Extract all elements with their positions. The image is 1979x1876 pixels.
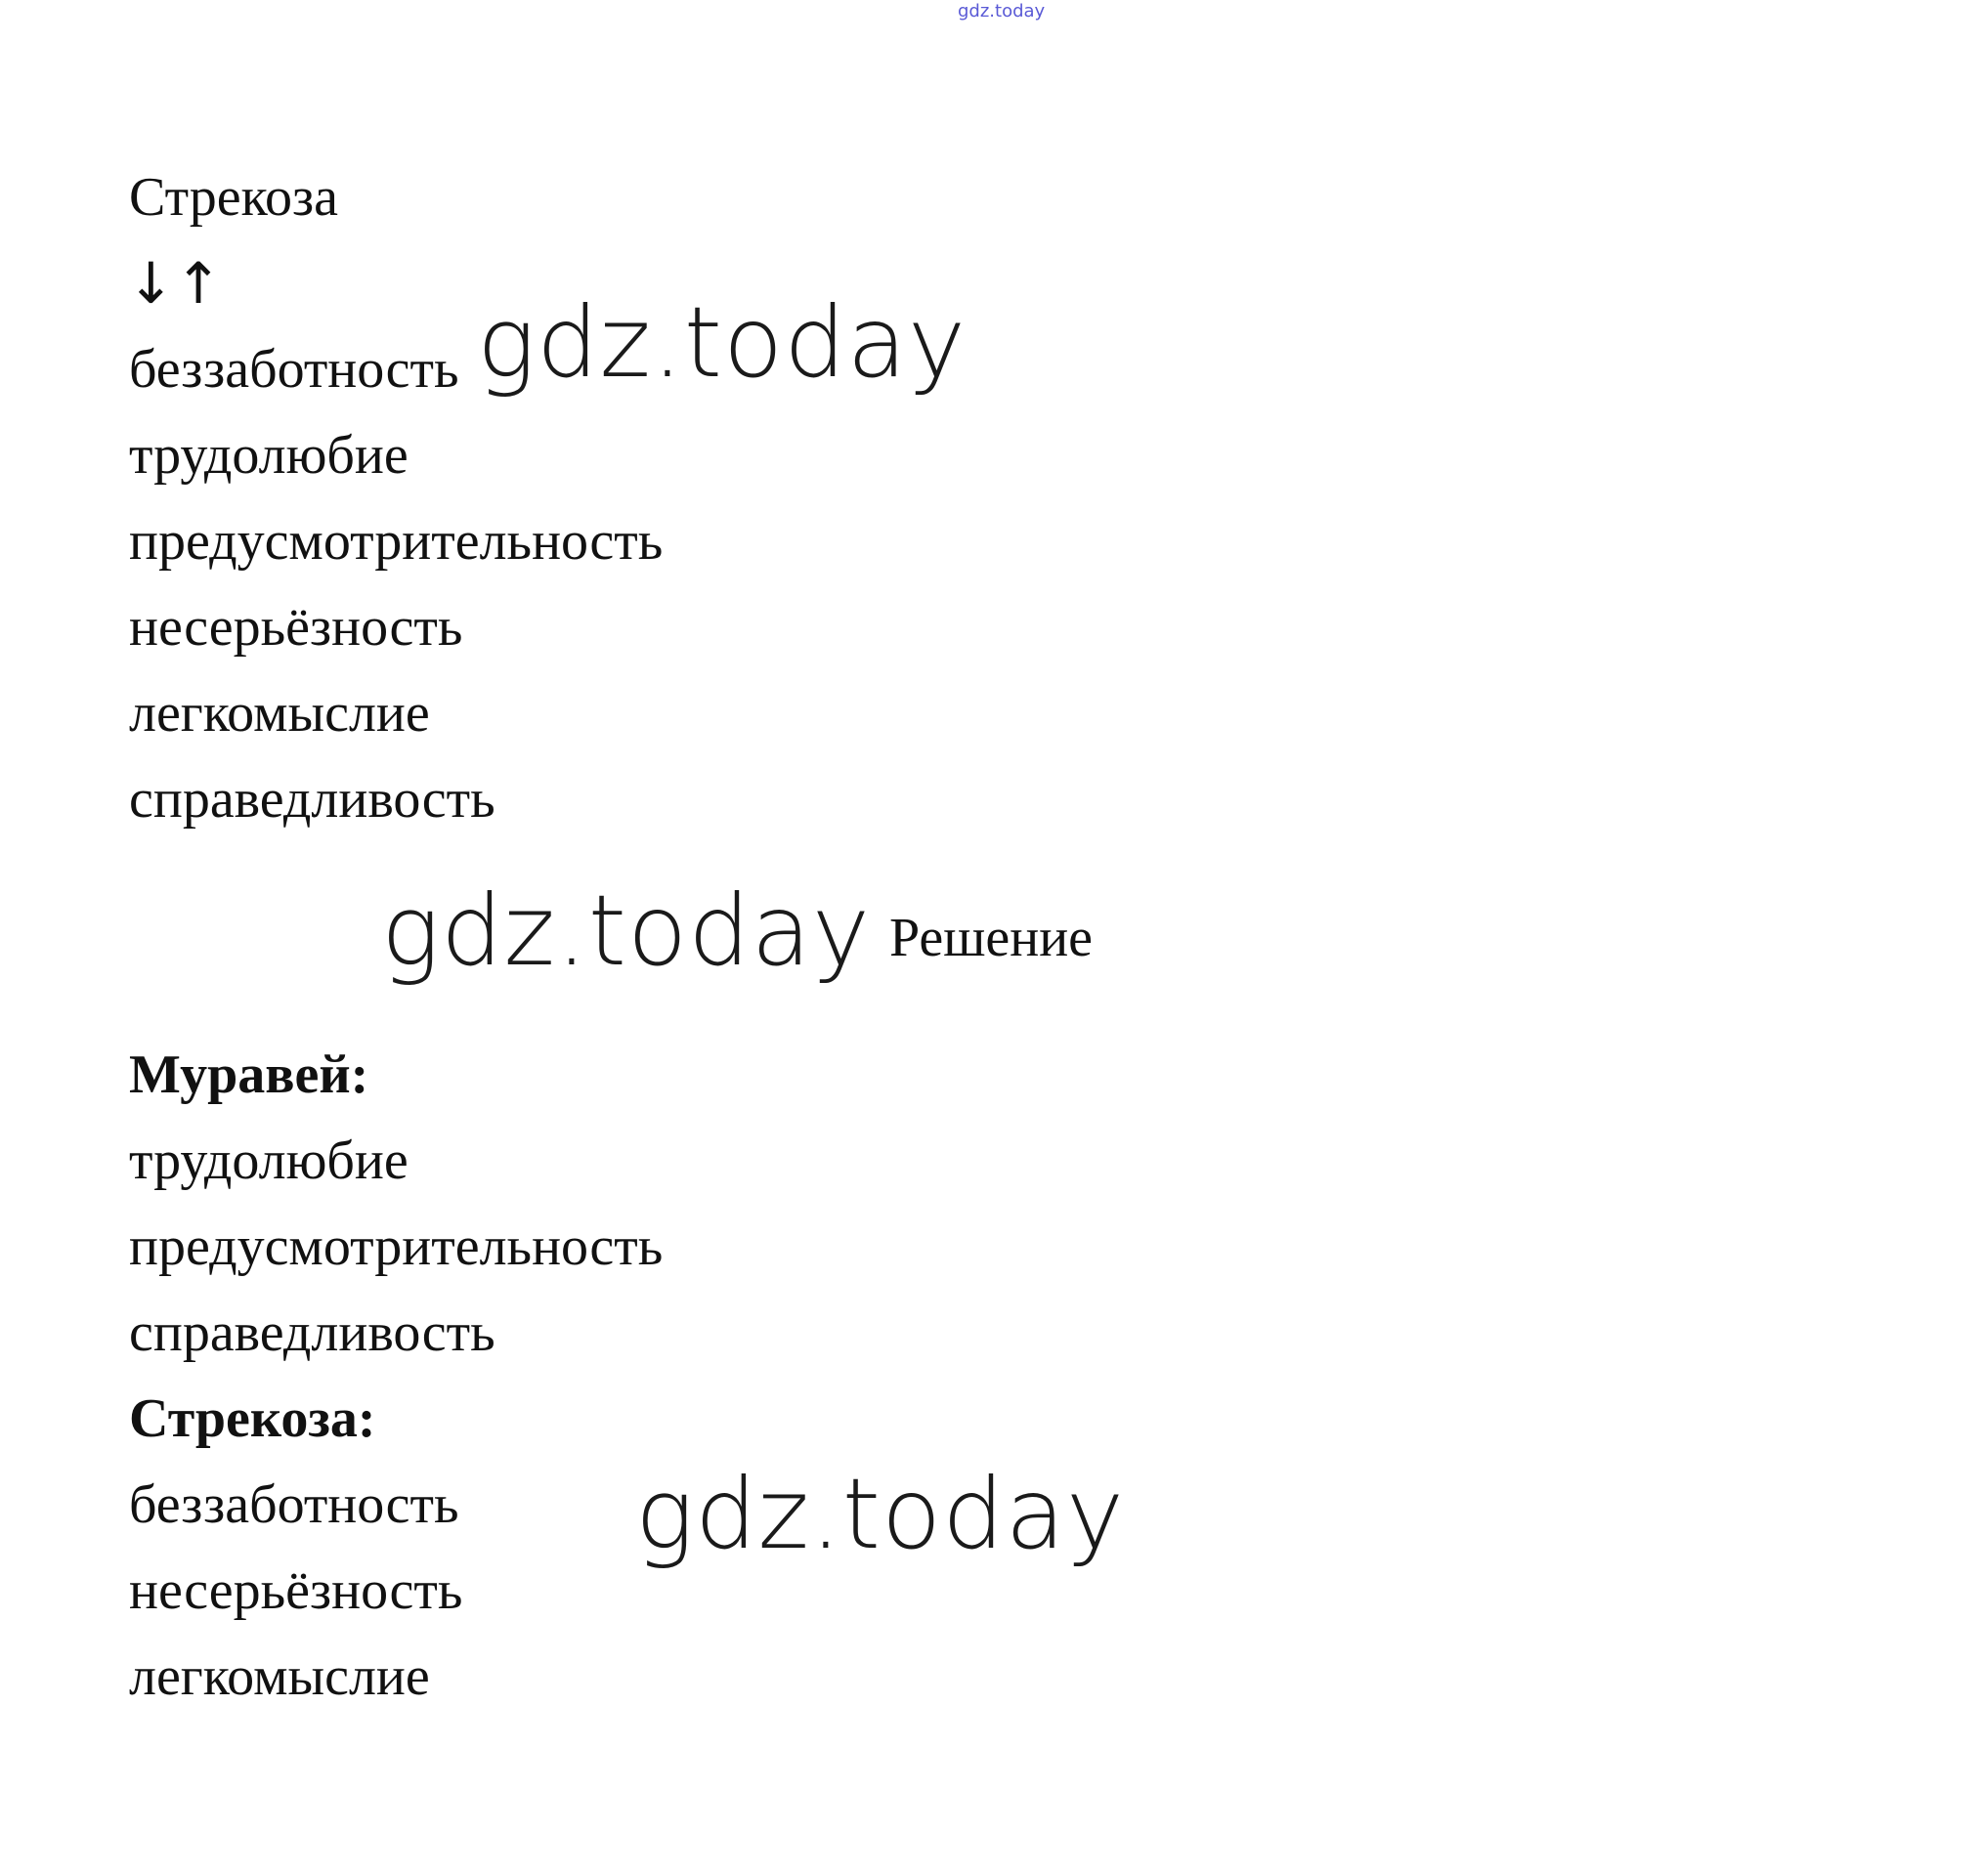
solution-label: Решение xyxy=(889,908,1094,968)
question-item: трудолюбие xyxy=(129,425,409,486)
question-item: несерьёзность xyxy=(129,597,463,658)
dragonfly-item: легкомыслие xyxy=(129,1646,430,1707)
watermark: gdz.today xyxy=(477,285,968,400)
ant-item: предусмотрительность xyxy=(129,1216,664,1277)
question-item: легкомыслие xyxy=(129,683,430,744)
question-title: Стрекоза xyxy=(129,167,338,228)
ant-item: трудолюбие xyxy=(129,1130,409,1191)
question-item: справедливость xyxy=(129,769,495,830)
watermark: gdz.today xyxy=(635,1457,1126,1571)
ant-heading: Муравей: xyxy=(129,1045,369,1105)
ant-item: справедливость xyxy=(129,1302,495,1363)
dragonfly-item: несерьёзность xyxy=(129,1560,463,1621)
dragonfly-heading: Стрекоза: xyxy=(129,1388,376,1449)
dragonfly-item: беззаботность xyxy=(129,1474,459,1535)
question-item: беззаботность xyxy=(129,339,459,400)
question-item: предусмотрительность xyxy=(129,511,664,572)
top-watermark: gdz.today xyxy=(958,1,1046,21)
up-down-arrows-icon: ↓↑ xyxy=(127,250,223,317)
watermark: gdz.today xyxy=(381,874,872,988)
